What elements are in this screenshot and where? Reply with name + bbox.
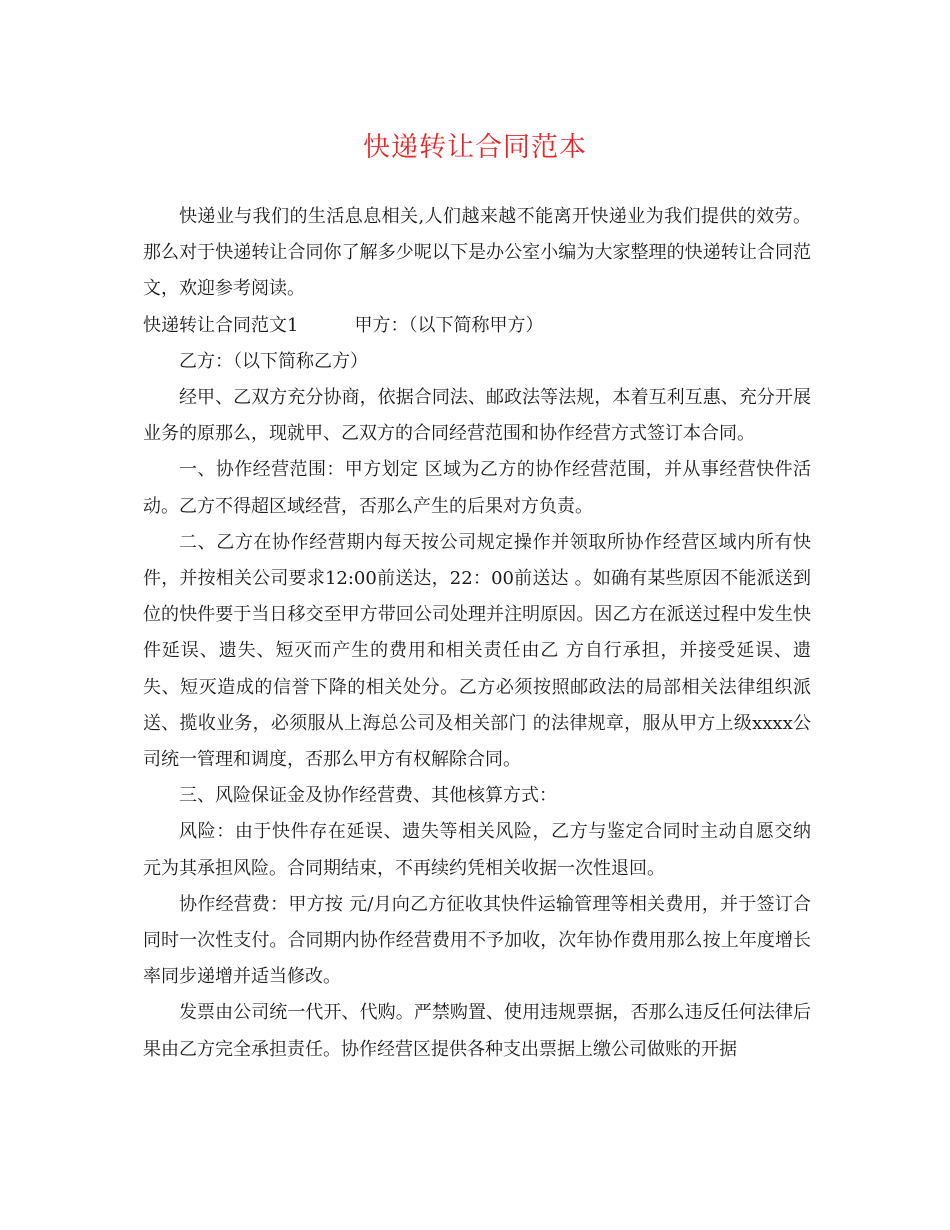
paragraph: 协作经营费：甲方按 元/月向乙方征收其快件运输管理等相关费用，并于签订合同时一次性支付。合同期内协作经营费用不予加收，次年协作费用那么按上年度增长率同步递增并适当修改。 [143,893,811,988]
document-title: 快递转让合同范本 [363,132,587,163]
paragraph: 三、风险保证金及协作经营费、其他核算方式： [179,785,557,807]
party-b-line: 乙方：（以下简称乙方） [179,350,368,372]
paragraph: 风险：由于快件存在延误、遗失等相关风险，乙方与鉴定合同时主动自愿交纳 元为其承担风险。合同期结束，不再续约凭相关收据一次性退回。 [143,821,811,879]
paragraph: 发票由公司统一代开、代购。严禁购置、使用违规票据，否那么违反任何法律后果由乙方完全承担责任。协作经营区提供各种支出票据上缴公司做账的开据 [143,1002,811,1060]
sample-heading-line [143,308,811,344]
paragraph: 二、乙方在协作经营期内每天按公司规定操作并领取所协作经营区域内所有快件，并按相关公司要求12:00前送达，22：00前送达 。如确有某些原因不能派送到位的快件要于当日移交至甲方带回公司处理并注明原因。因乙方在派送过程中发生快件延误、遗失、短灭而产生的费用和相关责任由乙 方自行承担，并接受延误、遗失、短灭造成的信誉下降的相关处分。乙方必须按照邮政法的局部相关法律组织派送、揽收业务，必须服从上海总公司及相关部门 的法律规章，服从甲方上级xxxx公司统一管理和调度，否那么甲方有权解除合同。 [143,531,811,771]
sample-label: 快递转让合同范文1 [143,314,299,336]
party-a-line: 甲方：（以下简称甲方） [354,314,544,336]
document-body [143,199,811,1068]
paragraph: 经甲、乙双方充分协商，依据合同法、邮政法等法规，本着互利互惠、充分开展业务的原那么，现就甲、乙双方的合同经营范围和协作经营方式签订本合同。 [143,387,811,445]
intro-paragraph: 快递业与我们的生活息息相关,人们越来越不能离开快递业为我们提供的效劳。那么对于快递转让合同你了解多少呢以下是办公室小编为大家整理的快递转让合同范文，欢迎参考阅读。 [143,206,811,300]
paragraph: 一、协作经营范围：甲方划定 区域为乙方的协作经营范围，并从事经营快件活动。乙方不得超区域经营，否那么产生的后果对方负责。 [143,459,811,517]
